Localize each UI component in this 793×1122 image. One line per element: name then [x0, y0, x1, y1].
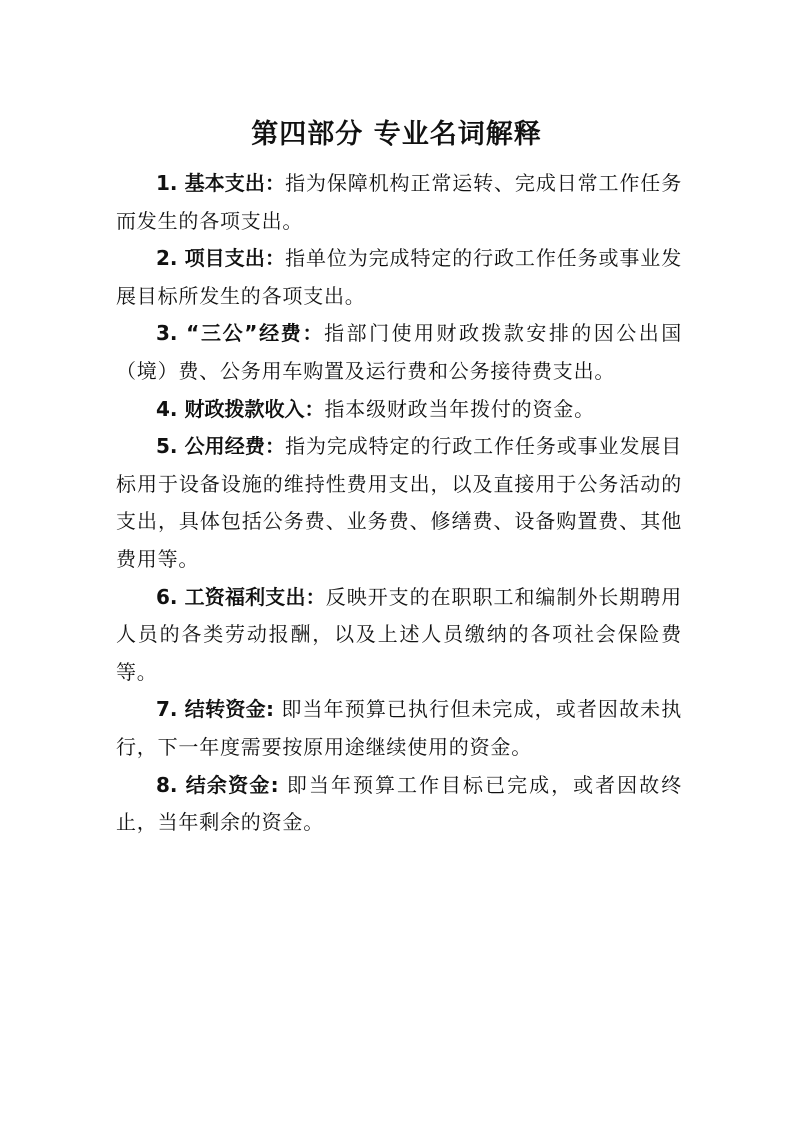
- definitions-list: [116, 165, 682, 842]
- definition-text: 即当年预算已执行但未完成，或者因故未执行，下一年度需要按原用途继续使用的资金。: [116, 697, 683, 759]
- term-label: 结转资金:: [184, 697, 274, 722]
- term-label: 项目支出：: [184, 246, 286, 271]
- page-title: 第四部分 专业名词解释: [251, 119, 542, 150]
- definition-text: 指部门使用财政拨款安排的因公出国（境）费、公务用车购置及运行费和公务接待费支出。: [116, 321, 682, 383]
- item-number: 1.: [156, 171, 185, 195]
- definition-text: 指本级财政当年拨付的资金。: [324, 396, 595, 421]
- term-label: 工资福利支出：: [184, 584, 326, 609]
- item-number: 8.: [156, 772, 186, 797]
- definition-item-8: [116, 767, 682, 842]
- definition-item-5: [116, 428, 682, 578]
- item-number: 7.: [156, 697, 185, 722]
- definition-text: 指为保障机构正常运转、完成日常工作任务而发生的各项支出。: [116, 171, 682, 233]
- item-number: 3.: [156, 321, 187, 346]
- definition-item-1: [116, 165, 682, 240]
- definition-text: 指为完成特定的行政工作任务或事业发展目标用于设备设施的维持性费用支出，以及直接用于公务活动的支出，具体包括公务费、业务费、修缮费、设备购置费、其他费用等。: [116, 434, 682, 571]
- item-number: 2.: [156, 246, 185, 271]
- definition-item-7: [116, 691, 682, 766]
- definition-item-3: [116, 315, 682, 390]
- item-number: 4.: [156, 396, 185, 421]
- item-number: 5.: [156, 434, 185, 459]
- definition-text: 即当年预算工作目标已完成，或者因故终止，当年剩余的资金。: [116, 772, 682, 835]
- term-label: “三公”经费：: [186, 321, 325, 346]
- definition-item-6: [116, 579, 682, 692]
- term-label: 基本支出：: [184, 171, 286, 195]
- term-label: 结余资金:: [185, 772, 279, 797]
- definition-text: 指单位为完成特定的行政工作任务或事业发展目标所发生的各项支出。: [116, 246, 682, 308]
- term-label: 公用经费：: [184, 434, 286, 459]
- item-number: 6.: [156, 584, 185, 609]
- definition-item-2: [116, 240, 682, 315]
- definition-item-4: [116, 391, 682, 429]
- term-label: 财政拨款收入：: [184, 396, 325, 421]
- definition-text: 反映开支的在职职工和编制外长期聘用人员的各类劳动报酬，以及上述人员缴纳的各项社会保险费等。: [116, 584, 682, 684]
